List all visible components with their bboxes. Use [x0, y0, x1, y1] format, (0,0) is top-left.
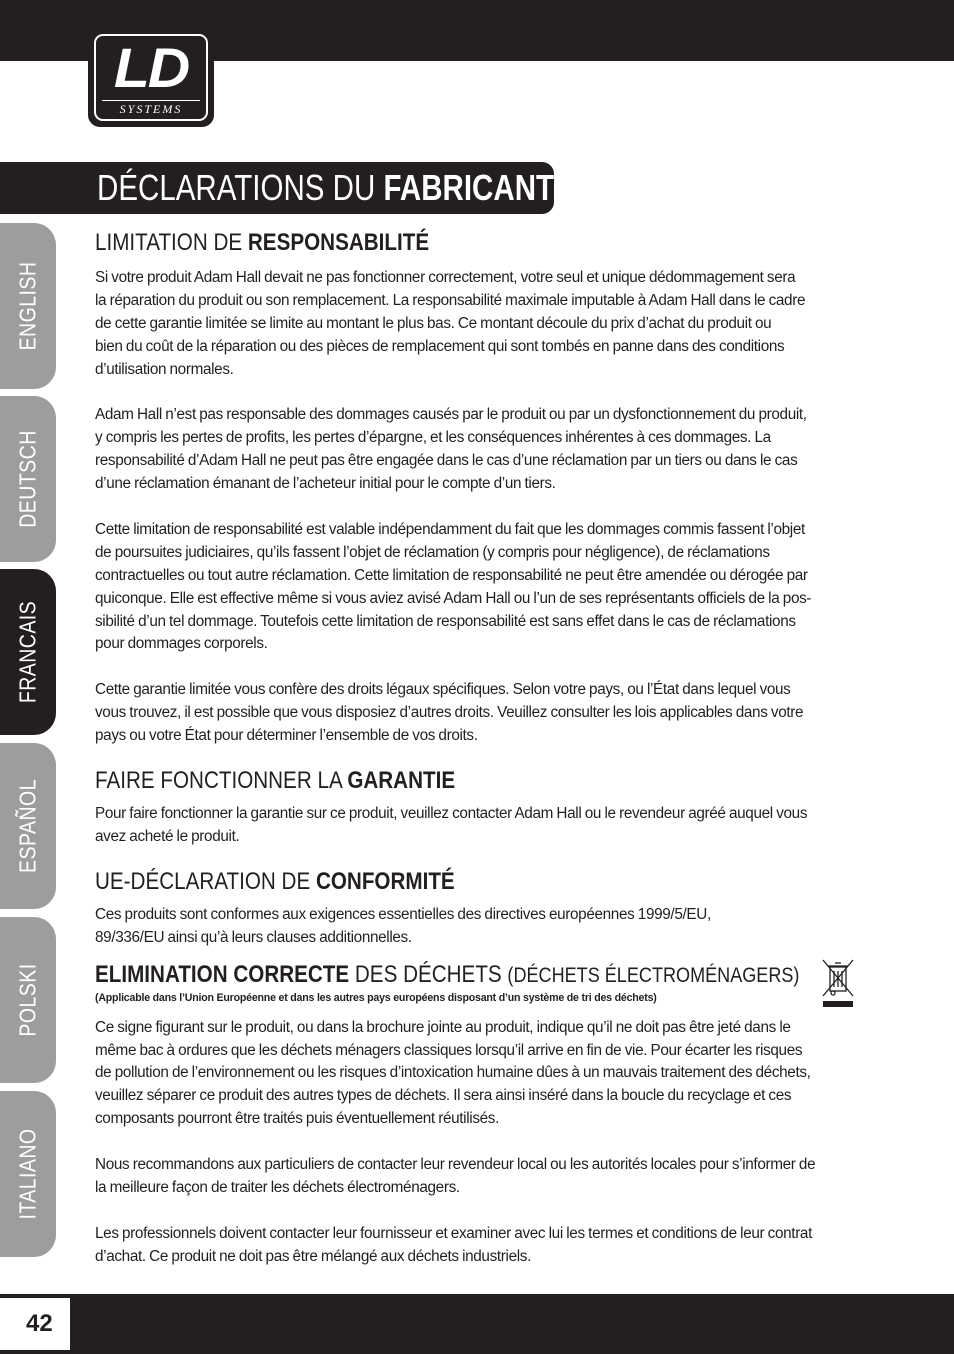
- disposal-note: (Applicable dans l’Union Européenne et dans les autres pays européens disposant d’un système de tri des déchets): [95, 991, 657, 1004]
- heading-conformity: [95, 867, 753, 897]
- tab-polski[interactable]: [0, 917, 56, 1083]
- tab-deutsch-label: DEUTSCH: [14, 430, 41, 528]
- logo-frame: [94, 34, 208, 121]
- heading-warranty-light: FAIRE FONCTIONNER LA: [95, 766, 348, 794]
- heading-conformity-bold: CONFORMITÉ: [315, 867, 455, 895]
- heading-warranty-bold: GARANTIE: [347, 766, 456, 794]
- page-title-light: DÉCLARATIONS DU: [97, 167, 384, 208]
- tab-deutsch[interactable]: [0, 396, 56, 562]
- tab-english-label: ENGLISH: [14, 261, 41, 351]
- tab-italiano-label: ITALIANO: [14, 1128, 41, 1220]
- heading-liability-bold: RESPONSABILITÉ: [247, 229, 430, 256]
- tab-espanol-label: ESPAÑOL: [14, 779, 41, 873]
- heading-liability-light: LIMITATION DE: [95, 229, 248, 256]
- disposal-paragraph-2: Nous recommandons aux particuliers de contacter leur revendeur local ou les autorités locales pour s’informer de la meilleure façon de traiter les déchets électroménagers.: [95, 1156, 816, 1196]
- ld-systems-logo: [88, 28, 214, 127]
- footer-bar: [0, 1294, 954, 1354]
- heading-disposal-light: DES DÉCHETS: [349, 960, 508, 988]
- heading-liability: [95, 228, 753, 258]
- tab-english[interactable]: [0, 223, 56, 389]
- crossed-out-wheelie-bin-icon: [820, 958, 856, 1008]
- liability-paragraph-3: Cette limitation de responsabilité est valable indépendamment du fait que les dommages commis fassent l’objet de poursuites judiciaires, qu’ils fassent l’objet de réclamation (y compris pour négligence), de réclamations contractuelles ou tout autre réclamation. Cette limitation de responsabilité ne peut être amendée ou dérogée par quiconque. Elle est effective même si vous aviez avisé Adam Hall ou l’un de ses représentants officiels de la pos- sibilité d’un tel dommage. Toutefois cette limitation de responsabilité est sans effet dans le cas de réclamations pour dommages corporels.: [95, 520, 812, 653]
- heading-warranty: [95, 766, 753, 796]
- heading-conformity-light: UE-DÉCLARATION DE: [95, 867, 316, 895]
- heading-disposal-bold: ELIMINATION CORRECTE: [95, 960, 350, 988]
- disposal-paragraph-3: Les professionnels doivent contacter leur fournisseur et examiner avec lui les termes et conditions de leur contrat d’achat. Ce produit ne doit pas être mélangé aux déchets industriels.: [95, 1224, 812, 1265]
- tab-polski-label: POLSKI: [14, 963, 41, 1037]
- conformity-paragraph: Ces produits sont conformes aux exigences essentielles des directives européennes 1999/5/EU, 89/336/EU ainsi qu’à leurs clauses additionnelles.: [95, 905, 711, 946]
- liability-paragraph-1: Si votre produit Adam Hall devait ne pas fonctionner correctement, votre seul et unique dédommagement sera la réparation du produit ou son remplacement. La responsabilité maximale imputable à Adam Hall dans le cadre de cette garantie limitée se limite au montant le plus bas. Ce montant découle du prix d’achat du produit ou bien du coût de la réparation ou des pièces de remplacement qui sont tombés en panne dans des conditions d’utilisation normales.: [95, 269, 806, 378]
- tab-italiano[interactable]: [0, 1091, 56, 1257]
- logo-systems-text: SYSTEMS: [102, 100, 200, 117]
- page-title-bold: FABRICANT: [383, 167, 555, 208]
- liability-paragraph-2: Adam Hall n’est pas responsable des dommages causés par le produit ou par un dysfonctionnement du produit, y compris les pertes de profits, les pertes d’épargne, et les conséquences inhérentes à ces dommages. La responsabilité d’Adam Hall ne peut pas être engagée dans le cas d’une réclamation par un tiers ou dans le cas d’une réclamation émanant de l’acheteur initial pour le compte d’un tiers.: [95, 406, 807, 493]
- liability-paragraph-4: Cette garantie limitée vous confère des droits légaux spécifiques. Selon votre pays, ou l’État dans lequel vous vous trouvez, il est possible que vous disposiez d’autres droits. Veuillez consulter les lois applicables dans votre pays ou votre État pour déterminer l’ensemble de vos droits.: [95, 681, 804, 745]
- disposal-paragraph-1: Ce signe figurant sur le produit, ou dans la brochure jointe au produit, indique qu’il ne doit pas être jeté dans le même bac à ordures que les déchets ménagers classiques lorsqu’il arrive en fin de vie. Pour écarter les risques de pollution de l’environnement ou les risques d’intoxication humaine dûes à un mauvais traitement des déchets, veuillez séparer ce produit des autres types de déchets. Il sera ainsi inséré dans la boucle du recyclage et ces composants pourront être traités puis éventuellement réutilisés.: [95, 1018, 811, 1128]
- heading-disposal: [95, 960, 800, 991]
- page-number: 42: [26, 1310, 53, 1337]
- main-content: [95, 228, 860, 1269]
- logo-ld-text: LD: [113, 36, 189, 99]
- page-title: [97, 166, 570, 210]
- tab-francais-label: FRANCAIS: [14, 600, 41, 704]
- warranty-paragraph: Pour faire fonctionner la garantie sur ce produit, veuillez contacter Adam Hall ou le revendeur agréé auquel vous avez acheté le produit.: [95, 804, 808, 845]
- page-title-tail: :: [554, 167, 571, 208]
- heading-disposal-small: (DÉCHETS ÉLECTROMÉNAGERS): [507, 963, 800, 987]
- tab-francais[interactable]: [0, 569, 56, 735]
- tab-espanol[interactable]: [0, 743, 56, 909]
